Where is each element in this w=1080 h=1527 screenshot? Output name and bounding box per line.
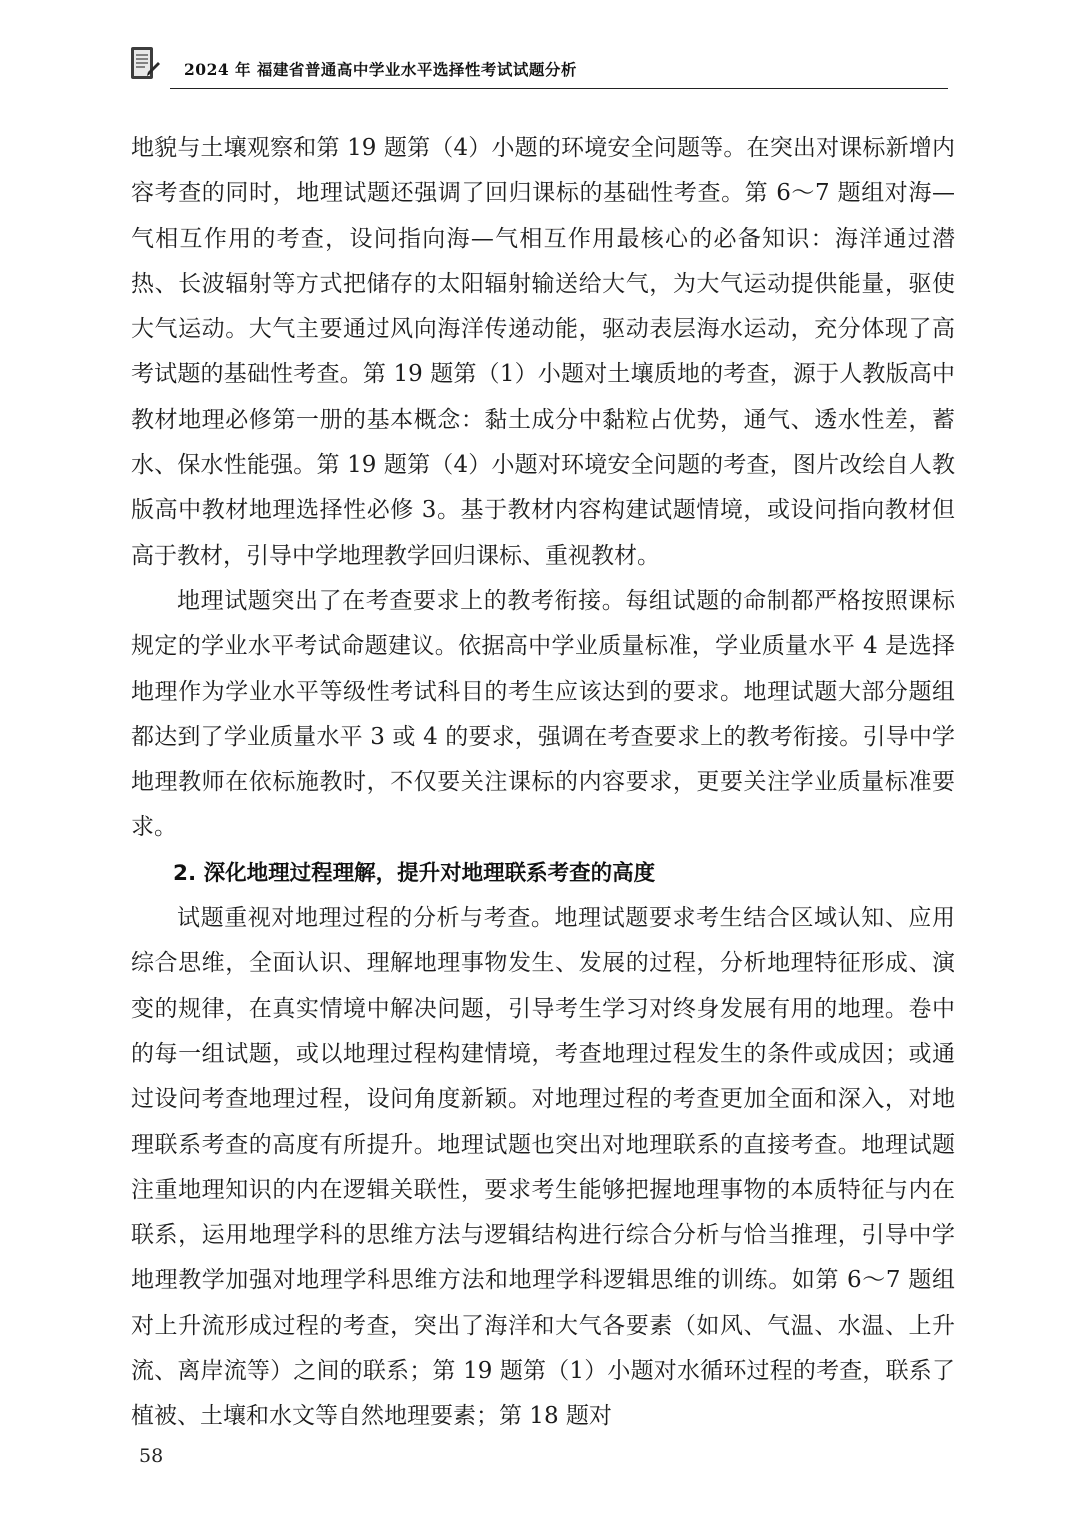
page-number: 58 [139, 1445, 164, 1467]
page-header [128, 44, 948, 90]
section-heading: 2. 深化地理过程理解，提升对地理联系考查的高度 [173, 860, 656, 886]
header-title: 2024 年 福建省普通高中学业水平选择性考试试题分析 [184, 60, 577, 79]
paragraph-teaching-alignment: 地理试题突出了在考查要求上的教考衔接。每组试题的命制都严格按照课标规定的学业水平考试命题建议。依据高中学业质量标准，学业质量水平 4 是选择地理作为学业水平等级性考试科目的考生应该达到的要求。地理试题大部分题组都达到了学业质量水平 3 或 4 的要求，强调在考查要求上的教考衔接。引导中学地理教师在依标施教时，不仅要关注课标的内容要求，更要关注学业质量标准要求。 [131, 587, 955, 841]
header-divider [170, 88, 948, 89]
body-content [131, 126, 955, 1440]
paragraph-geographic-process: 试题重视对地理过程的分析与考查。地理试题要求考生结合区域认知、应用综合思维，全面认识、理解地理事物发生、发展的过程，分析地理特征形成、演变的规律，在真实情境中解决问题，引导考生学习对终身发展有用的地理。卷中的每一组试题，或以地理过程构建情境，考查地理过程发生的条件或成因；或通过设问考查地理过程，设问角度新颖。对地理过程的考查更加全面和深入，对地理联系考查的高度有所提升。地理试题也突出对地理联系的直接考查。地理试题注重地理知识的内在逻辑关联性，要求考生能够把握地理事物的本质特征与内在联系，运用地理学科的思维方法与逻辑结构进行综合分析与恰当推理，引导中学地理教学加强对地理学科思维方法和地理学科逻辑思维的训练。如第 6～7 题组对上升流形成过程的考查，突出了海洋和大气各要素（如风、气温、水温、上升流、离岸流等）之间的联系；第 19 题第（1）小题对水循环过程的考查，联系了植被、土壤和水文等自然地理要素；第 18 题对 [131, 905, 955, 1430]
document-book-icon [128, 44, 160, 84]
paragraph-continued: 地貌与土壤观察和第 19 题第（4）小题的环境安全问题等。在突出对课标新增内容考查的同时，地理试题还强调了回归课标的基础性考查。第 6～7 题组对海—气相互作用的考查，设问指向海—气相互作用最核心的必备知识：海洋通过潜热、长波辐射等方式把储存的太阳辐射输送给大气，为大气运动提供能量，驱使大气运动。大气主要通过风向海洋传递动能，驱动表层海水运动，充分体现了高考试题的基础性考查。第 19 题第（1）小题对土壤质地的考查，源于人教版高中教材地理必修第一册的基本概念：黏土成分中黏粒占优势，通气、透水性差，蓄水、保水性能强。第 19 题第（4）小题对环境安全问题的考查，图片改绘自人教版高中教材地理选择性必修 3。基于教材内容构建试题情境，或设问指向教材但高于教材，引导中学地理教学回归课标、重视教材。 [131, 135, 955, 569]
